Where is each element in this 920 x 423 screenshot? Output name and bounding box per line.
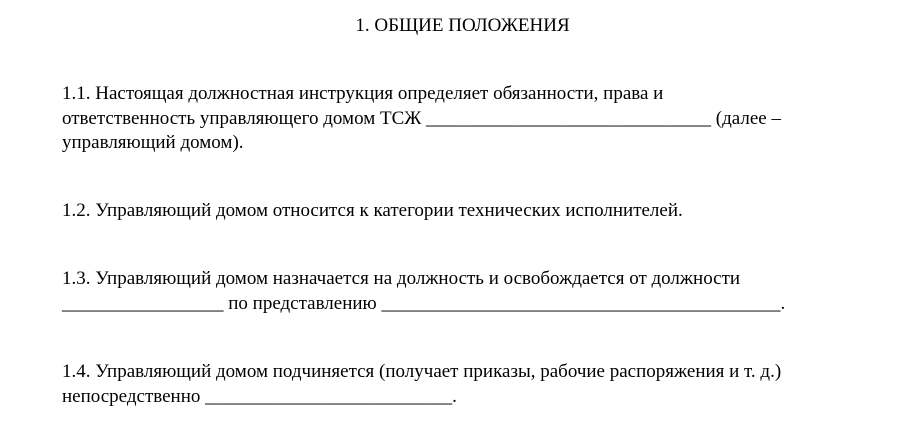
paragraph-line: 1.3. Управляющий домом назначается на должность и освобождается от должности xyxy=(62,268,741,289)
paragraph-1-1 xyxy=(62,82,781,156)
paragraph-1-4 xyxy=(62,360,781,409)
paragraph-1-2 xyxy=(62,199,683,224)
paragraph-line: 1.2. Управляющий домом относится к категории технических исполнителей. xyxy=(62,200,683,221)
paragraph-1-3 xyxy=(62,267,785,316)
paragraph-line: _________________ по представлению __________________________________________. xyxy=(62,292,786,314)
paragraph-line: ответственность управляющего домом ТСЖ ______________________________ (далее – xyxy=(62,107,781,129)
paragraph-line: управляющий домом). xyxy=(62,132,244,153)
paragraph-line: непосредственно __________________________. xyxy=(62,385,457,407)
section-heading: 1. ОБЩИЕ ПОЛОЖЕНИЯ xyxy=(355,15,570,36)
paragraph-line: 1.1. Настоящая должностная инструкция определяет обязанности, права и xyxy=(62,83,664,104)
paragraph-line: 1.4. Управляющий домом подчиняется (получает приказы, рабочие распоряжения и т. д.) xyxy=(62,361,782,382)
